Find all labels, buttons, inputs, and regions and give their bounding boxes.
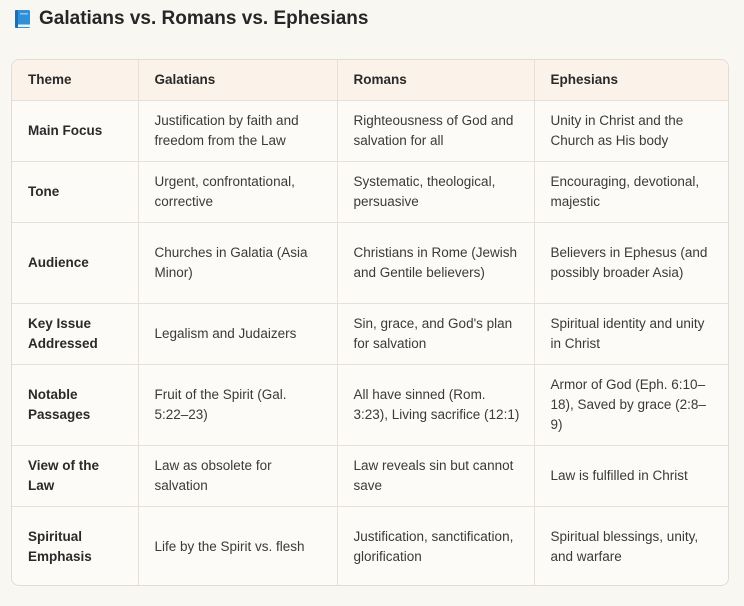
row-theme: Tone xyxy=(12,162,138,223)
header-galatians: Galatians xyxy=(138,60,337,101)
cell-ephesians: Encouraging, devotional, majestic xyxy=(534,162,729,223)
table-row xyxy=(12,446,729,507)
cell-galatians: Fruit of the Spirit (Gal. 5:22–23) xyxy=(138,365,337,446)
row-theme: Spiritual Emphasis xyxy=(12,507,138,587)
table-row xyxy=(12,162,729,223)
cell-ephesians: Law is fulfilled in Christ xyxy=(534,446,729,507)
cell-galatians: Justification by faith and freedom from the Law xyxy=(138,101,337,162)
blue-book-icon xyxy=(14,9,31,29)
table-row xyxy=(12,304,729,365)
row-theme: Main Focus xyxy=(12,101,138,162)
table-header-row xyxy=(12,60,729,101)
cell-romans: Sin, grace, and God's plan for salvation xyxy=(337,304,534,365)
cell-galatians: Legalism and Judaizers xyxy=(138,304,337,365)
page-title xyxy=(14,5,368,33)
cell-ephesians: Spiritual identity and unity in Christ xyxy=(534,304,729,365)
table-row xyxy=(12,507,729,587)
header-ephesians: Ephesians xyxy=(534,60,729,101)
row-theme: Audience xyxy=(12,223,138,304)
cell-ephesians: Spiritual blessings, unity, and warfare xyxy=(550,528,699,564)
row-theme: Notable Passages xyxy=(12,365,138,446)
cell-romans: Systematic, theological, persuasive xyxy=(337,162,534,223)
cell-ephesians: Unity in Christ and the Church as His body xyxy=(534,101,729,162)
cell-galatians: Urgent, confrontational, corrective xyxy=(138,162,337,223)
cell-romans: All have sinned (Rom. 3:23), Living sacrifice (12:1) xyxy=(337,365,534,446)
cell-ephesians: Armor of God (Eph. 6:10–18), Saved by grace (2:8–9) xyxy=(534,365,729,446)
header-theme: Theme xyxy=(12,60,138,101)
row-theme: View of the Law xyxy=(12,446,138,507)
table-row xyxy=(12,101,729,162)
cell-ephesians: Believers in Ephesus (and possibly broader Asia) xyxy=(534,223,729,304)
header-romans: Romans xyxy=(337,60,534,101)
cell-galatians: Life by the Spirit vs. flesh xyxy=(138,507,337,587)
cell-romans: Righteousness of God and salvation for all xyxy=(337,101,534,162)
cell-romans: Christians in Rome (Jewish and Gentile believers) xyxy=(337,223,534,304)
table-row xyxy=(12,365,729,446)
cell-galatians: Law as obsolete for salvation xyxy=(138,446,337,507)
table-row xyxy=(12,223,729,304)
page-title-text: Galatians vs. Romans vs. Ephesians xyxy=(39,8,369,29)
cell-romans: Law reveals sin but cannot save xyxy=(337,446,534,507)
comparison-table-container xyxy=(11,59,729,586)
cell-galatians: Churches in Galatia (Asia Minor) xyxy=(138,223,337,304)
row-theme: Key Issue Addressed xyxy=(12,304,138,365)
comparison-table xyxy=(12,60,729,586)
cell-romans: Justification, sanctification, glorification xyxy=(337,507,534,587)
